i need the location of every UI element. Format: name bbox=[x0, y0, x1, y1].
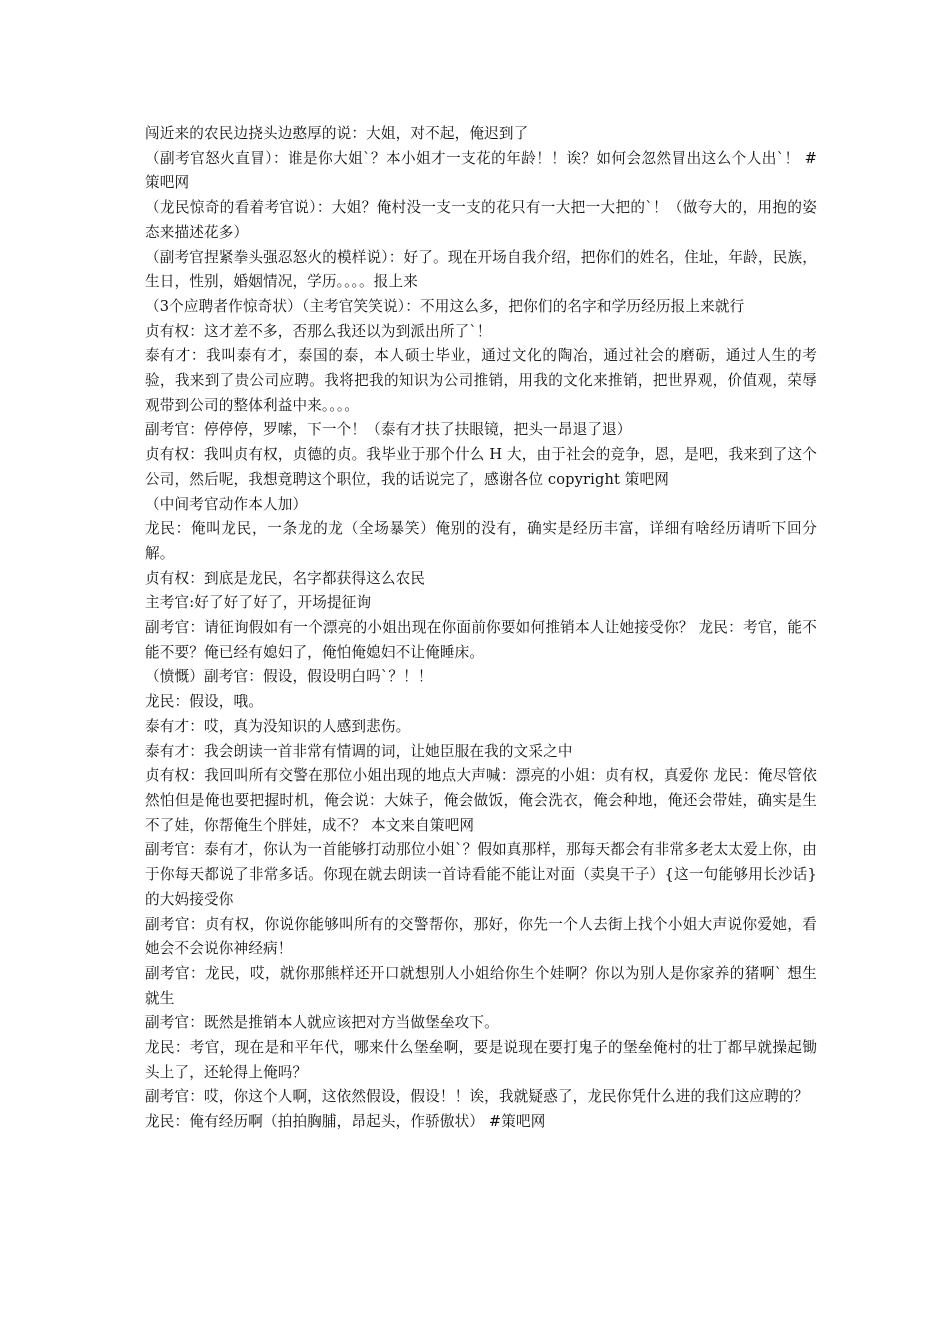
paragraph: 主考官:好了好了好了，开场提征询 bbox=[145, 594, 372, 612]
paragraph: （中间考官动作本人加） bbox=[145, 495, 308, 513]
paragraph: 副考官：停停停，罗嗦，下一个！（泰有才扶了扶眼镜，把头一昂退了退） bbox=[145, 421, 632, 439]
paragraph: 副考官：贞有权，你说你能够叫所有的交警帮你，那好，你先一个人去街上找个小姐大声说你爱她，看她会不会说你神经病！ bbox=[145, 915, 817, 958]
paragraph: 副考官：龙民，哎，就你那熊样还开口就想别人小姐给你生个娃啊？你以为别人是你家养的猪啊` 想生就生 bbox=[145, 964, 817, 1007]
paragraph: 龙民：假设，哦。 bbox=[145, 693, 263, 711]
paragraph: 泰有才：我会朗读一首非常有情调的词，让她臣服在我的文采之中 bbox=[145, 742, 573, 760]
paragraph: 贞有权：我回叫所有交警在那位小姐出现的地点大声喊：漂亮的小姐：贞有权，真爱你 龙民：俺尽管依然怕但是俺也要把握时机，俺会说：大妹子，俺会做饭，俺会洗衣，俺会种地，俺还会带娃，确实是生不了娃，你帮俺生个胖娃，成不？ 本文来自策吧网 bbox=[145, 767, 817, 834]
paragraph: （3个应聘者作惊奇状）（主考官笑笑说）：不用这么多，把你们的名字和学历经历报上来就行 bbox=[145, 297, 745, 315]
paragraph: 副考官：哎，你这个人啊，这依然假设，假设！！诶，我就疑惑了，龙民你凭什么进的我们这应聘的？ bbox=[145, 1088, 809, 1106]
paragraph: 龙民：俺叫龙民，一条龙的龙（全场暴笑）俺别的没有，确实是经历丰富，详细有啥经历请听下回分解。 bbox=[145, 520, 817, 562]
paragraph: 泰有才：我叫泰有才，泰国的泰，本人硕士毕业，通过文化的陶冶，通过社会的磨砺，通过人生的考验，我来到了贵公司应聘。我将把我的知识为公司推销，用我的文化来推销，把世界观，价值观，荣辱观带到公司的整体利益中来。。。。 bbox=[145, 347, 817, 414]
paragraph: 副考官：泰有才，你认为一首能够打动那位小姐`？假如真那样，那每天都会有非常多老太太爱上你，由于你每天都说了非常多话。你现在就去朗读一首诗看能不能让对面（卖臭干子）{这一句能够用长沙话}的大妈接受你 bbox=[145, 841, 817, 908]
paragraph: 龙民：俺有经历啊（拍拍胸脯，昂起头，作骄傲状） #策吧网 bbox=[145, 1113, 546, 1131]
paragraph: （副考官捏紧拳头强忍怒火的模样说）：好了。现在开场自我介绍，把你们的姓名，住址，年龄，民族，生日，性别，婚姻情况，学历。。。。报上来 bbox=[145, 248, 817, 291]
paragraph: （副考官怒火直冒）：谁是你大姐`？本小姐才一支花的年龄！！诶？如何会忽然冒出这么个人出`！ #策吧网 bbox=[145, 149, 817, 192]
paragraph: 贞有权：这才差不多，否那么我还以为到派出所了`！ bbox=[145, 322, 492, 340]
paragraph: 副考官：既然是推销本人就应该把对方当做堡垒攻下。 bbox=[145, 1014, 499, 1032]
paragraph: 贞有权：到底是龙民，名字都获得这么农民 bbox=[145, 569, 426, 587]
paragraph: 龙民：考官，现在是和平年代，哪来什么堡垒啊，要是说现在要打鬼子的堡垒俺村的壮丁都早就操起锄头上了，还轮得上俺吗？ bbox=[145, 1039, 817, 1081]
document-body bbox=[145, 122, 817, 1135]
paragraph: （愤慨）副考官：假设，假设明白吗`？！！ bbox=[145, 668, 433, 686]
paragraph: （龙民惊奇的看着考官说）：大姐？俺村没一支一支的花只有一大把一大把的`！（做夸大的，用抱的姿态来描述花多） bbox=[145, 199, 817, 241]
paragraph: 贞有权：我叫贞有权，贞德的贞。我毕业于那个什么 H 大，由于社会的竞争，恩，是吧，我来到了这个公司，然后呢，我想竟聘这个职位，我的话说完了，感谢各位 copyright 策吧网 bbox=[145, 446, 817, 488]
paragraph: 闯近来的农民边挠头边憨厚的说：大姐，对不起，俺迟到了 bbox=[145, 125, 529, 142]
paragraph: 副考官：请征询假如有一个漂亮的小姐出现在你面前你要如何推销本人让她接受你？ 龙民：考官，能不能不要？俺已经有媳妇了，俺怕俺媳妇不让俺睡床。 bbox=[145, 619, 817, 661]
paragraph: 泰有才：哎，真为没知识的人感到悲伤。 bbox=[145, 717, 411, 735]
